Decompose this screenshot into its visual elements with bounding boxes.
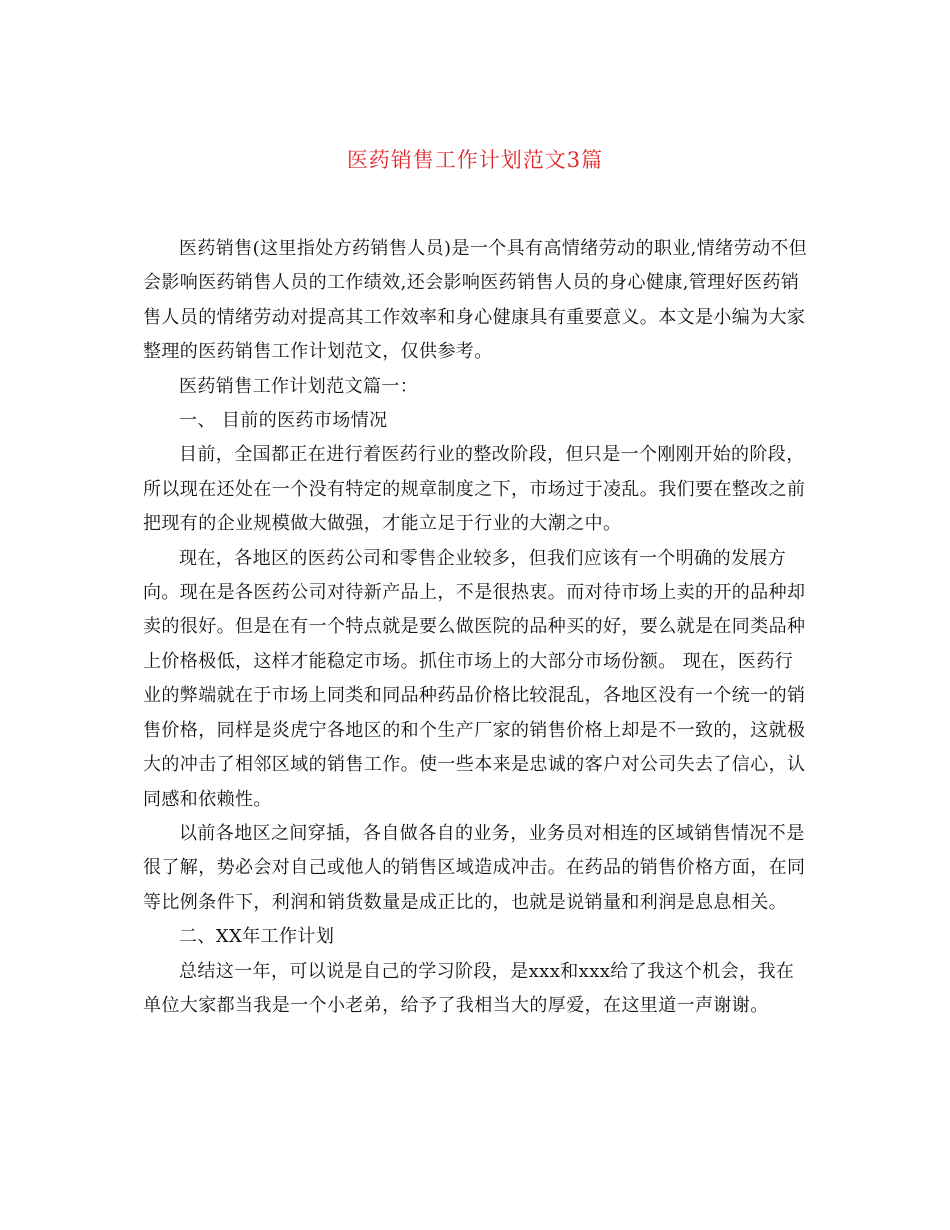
paragraph-current-reform: 目前，全国都正在进行着医药行业的整改阶段，但只是一个刚刚开始的阶段，所以现在还处在一个没有特定的规章制度之下，市场过于凌乱。我们要在整改之前把现有的企业规模做大做强，才能立足于行业的大潮之中。 — [143, 444, 806, 535]
paragraph-regional-companies: 现在，各地区的医药公司和零售企业较多，但我们应该有一个明确的发展方向。现在是各医药公司对待新产品上，不是很热衷。而对待市场上卖的开的品种却卖的很好。但是在有一个特点就是要么做医院的品种买的好，要么就是在同类品种上价格极低，这样才能稳定市场。抓住市场上的大部分市场份额。 现在，医药行业的弊端就在于市场上同类和同品种药品价格比较混乱，各地区没有一个统一的销售价格，同样是炎虎宁各地区的和个生产厂家的销售价格上却是不一致的，这就极大的冲击了相邻区域的销售工作。使一些本来是忠诚的客户对公司失去了信心，认同感和依赖性。 — [143, 547, 806, 810]
document-body — [143, 232, 808, 1023]
section-heading-part-one: 医药销售工作计划范文篇一： — [179, 375, 419, 397]
intro-paragraph: 医药销售(这里指处方药销售人员)是一个具有高情绪劳动的职业,情绪劳动不但会影响医药销售人员的工作绩效,还会影响医药销售人员的身心健康,管理好医药销售人员的情绪劳动对提高其工作效率和身心健康具有重要意义。本文是小编为大家整理的医药销售工作计划范文，仅供参考。 — [143, 238, 808, 363]
paragraph-year-summary: 总结这一年，可以说是自己的学习阶段，是xxx和xxx给了我这个机会，我在单位大家都当我是一个小老弟，给予了我相当大的厚爱，在这里道一声谢谢。 — [143, 960, 795, 1016]
subheading-market-situation: 一、 目前的医药市场情况 — [179, 410, 388, 432]
subheading-work-plan: 二、XX年工作计划 — [179, 926, 335, 948]
document-title: 医药销售工作计划范文3篇 — [346, 148, 604, 172]
paragraph-cross-region: 以前各地区之间穿插，各自做各自的业务，业务员对相连的区域销售情况不是很了解，势必会对自己或他人的销售区域造成冲击。在药品的销售价格方面，在同等比例条件下，利润和销货数量是成正比的，也就是说销量和利润是息息相关。 — [143, 822, 806, 913]
